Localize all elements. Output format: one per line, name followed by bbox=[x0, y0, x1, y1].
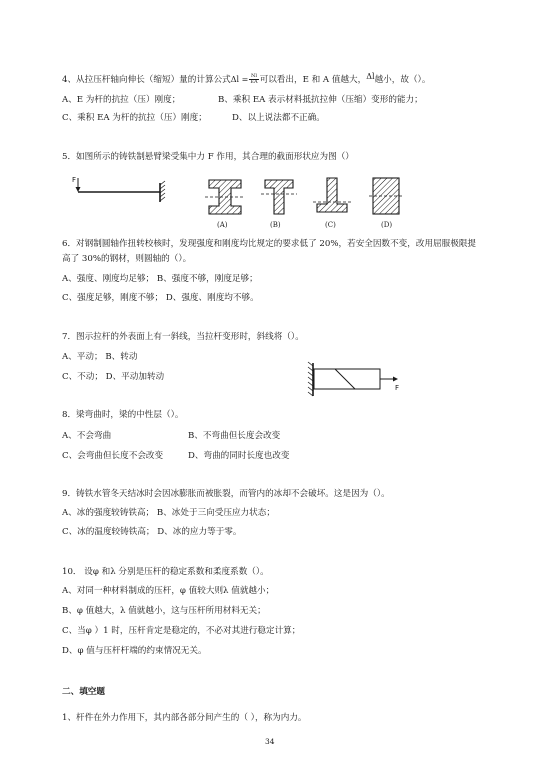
q8-option-b: B、不弯曲但长度会改变 bbox=[188, 431, 281, 441]
q4-text-mid: 可以看出，E 和 A 值越大， bbox=[259, 75, 367, 85]
section-a-shape bbox=[205, 180, 245, 214]
q8-stem: 8．梁弯曲时，梁的中性层（）。 bbox=[62, 410, 184, 420]
q10-stem: 10． 设φ 和λ 分别是压杆的稳定系数和柔度系数（）。 bbox=[62, 567, 269, 577]
fill-blank-q1: 1、杆件在外力作用下，其内部各部分间产生的（ ），称为内力。 bbox=[62, 713, 307, 723]
section-b-caption: (B) bbox=[270, 221, 281, 229]
q8-option-c: C、会弯曲但长度不会改变 bbox=[62, 451, 164, 461]
q8-option-d: D、弯曲的同时长度也改变 bbox=[188, 451, 290, 461]
q4-option-b: B、乘积 EA 表示材料抵抗拉伸（压缩）变形的能力； bbox=[218, 95, 423, 105]
q10-option-d: D、φ 值与压杆杆端的约束情况无关。 bbox=[62, 646, 207, 656]
q7-options-cd: C、不动； D、平动加转动 bbox=[62, 372, 165, 382]
section-b-shape bbox=[261, 180, 297, 214]
q7-options-ab: A、平动； B、转动 bbox=[62, 352, 138, 362]
q5-cantilever-figure bbox=[60, 170, 170, 210]
q7-force-arrowhead bbox=[393, 377, 398, 382]
q4-formula-denominator: EA bbox=[250, 79, 258, 85]
section-heading: 二、填空题 bbox=[62, 687, 105, 697]
section-c-caption: (C) bbox=[325, 221, 336, 229]
section-d-shape bbox=[369, 178, 403, 214]
q4-option-d: D、以上说法都不正确。 bbox=[232, 113, 325, 123]
page-number: 34 bbox=[265, 737, 275, 746]
q4-option-c: C、乘积 EA 为杆的抗拉（压）刚度； bbox=[62, 113, 207, 123]
q4-option-a: A、E 为杆的抗拉（压）刚度； bbox=[62, 95, 181, 105]
q4-formula-lhs: Δl = bbox=[230, 75, 249, 84]
q7-stem: 7．图示拉杆的外表面上有一斜线，当拉杆变形时，斜线将（）。 bbox=[62, 332, 304, 342]
q4-formula-fraction bbox=[249, 74, 258, 85]
q6-stem-line1: 6．对钢制圆轴作扭转校核时，发现强度和刚度均比规定的要求低了 20%，若安全因数不变，改用屈服极限提 bbox=[62, 239, 477, 249]
q9-options-cd: C、冰的温度较铸铁高； D、冰的应力等于零。 bbox=[62, 527, 242, 537]
q5-force-label: F bbox=[72, 176, 77, 184]
section-c-shape bbox=[313, 178, 351, 212]
q7-rod bbox=[314, 369, 380, 389]
q4-text-pre: 4、从拉压杆轴向伸长（缩短）量的计算公式 bbox=[62, 75, 231, 85]
q10-option-c: C、当φ ）1 时，压杆肯定是稳定的，不必对其进行稳定计算； bbox=[62, 626, 301, 636]
q7-force-label: F bbox=[395, 384, 400, 392]
q6-options-ab: A、强度、刚度均足够； B、强度不够，刚度足够； bbox=[62, 274, 258, 284]
q7-tension-rod-figure bbox=[305, 360, 405, 400]
q6-stem-line2: 高了 30%的钢材，则圆轴的（）。 bbox=[62, 254, 192, 264]
q4-text-post: 越小，故（）。 bbox=[374, 75, 431, 85]
q5-stem: 5．如图所示的铸铁制悬臂梁受集中力 F 作用，其合理的截面形状应为图（） bbox=[62, 152, 354, 162]
q10-option-a: A、对同一种材料制成的压杆，φ 值较大则λ 值就越小； bbox=[62, 586, 275, 596]
q9-options-ab: A、冰的强度较铸铁高； B、冰处于三向受压应力状态； bbox=[62, 508, 275, 518]
section-d-caption: (D) bbox=[381, 221, 393, 229]
section-a-caption: (A) bbox=[217, 221, 228, 229]
q5-section-shapes bbox=[195, 166, 420, 234]
q10-option-b: B、φ 值越大，λ 值就越小，这与压杆所用材料无关； bbox=[62, 606, 266, 616]
q6-options-cd: C、强度足够，刚度不够； D、强度、刚度均不够。 bbox=[62, 293, 259, 303]
q4-delta-l: Δl bbox=[366, 72, 375, 81]
q4-formula-numerator: Nl bbox=[250, 73, 257, 79]
q4-line1 bbox=[62, 71, 430, 86]
q9-stem: 9．铸铁水管冬天结冰时会因冰膨胀而被胀裂，而管内的冰却不会破坏。这是因为（）。 bbox=[62, 489, 390, 499]
q8-option-a: A、不会弯曲 bbox=[62, 431, 112, 441]
